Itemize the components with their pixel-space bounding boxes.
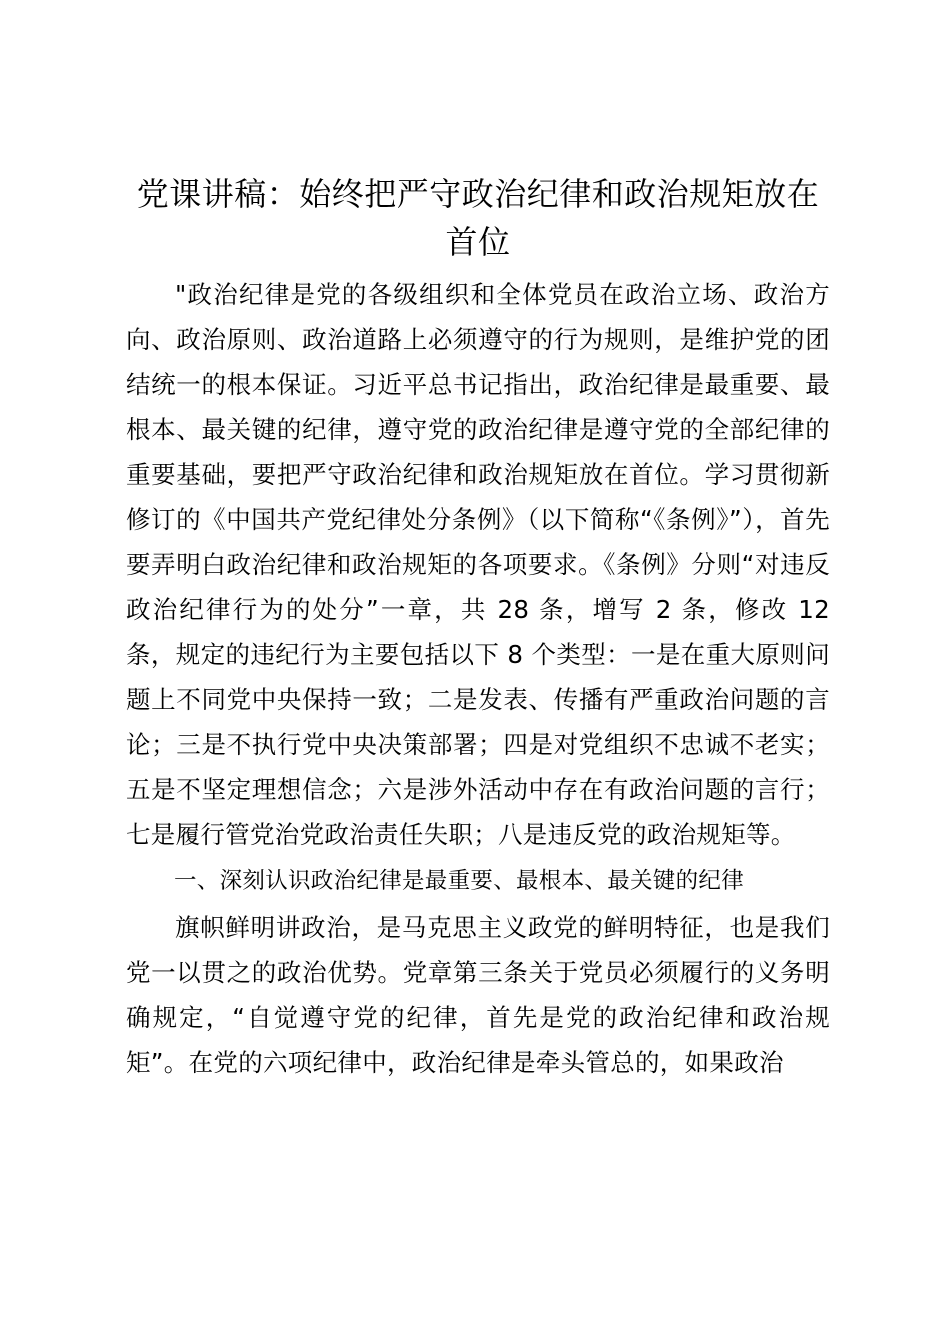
document-title: 党课讲稿：始终把严守政治纪律和政治规矩放在首位 (136, 175, 820, 261)
body-paragraph-intro: "政治纪律是党的各级组织和全体党员在政治立场、政治方向、政治原则、政治道路上必须遵守的行为规则，是维护党的团结统一的根本保证。习近平总书记指出，政治纪律是最重要、最根本、最关键的纪律，遵守党的政治纪律是遵守党的全部纪律的重要基础，要把严守政治纪律和政治规矩放在首位。学习贯彻新修订的《中国共产党纪律处分条例》（以下简称“《条例》”），首先要弄明白政治纪律和政治规矩的各项要求。《条例》分则“对违反政治纪律行为的处分”一章，共 28 条，增写 2 条，修改 12 条，规定的违纪行为主要包括以下 8 个类型：一是在重大原则问题上不同党中央保持一致；二是发表、传播有严重政治问题的言论；三是不执行党中央决策部署；四是对党组织不忠诚不老实；五是不坚定理想信念；六是涉外活动中存在有政治问题的言行；七是履行管党治党政治责任失职；八是违反党的政治规矩等。 (126, 280, 830, 849)
section-heading-1: 一、深刻认识政治纪律是最重要、最根本、最关键的纪律 (174, 868, 745, 894)
body-paragraph-section-1: 旗帜鲜明讲政治，是马克思主义政党的鲜明特征，也是我们党一以贯之的政治优势。党章第三条关于党员必须履行的义务明确规定，“自觉遵守党的纪律，首先是党的政治纪律和政治规矩”。在党的六项纪律中，政治纪律是牵头管总的，如果政治 (126, 913, 830, 1077)
